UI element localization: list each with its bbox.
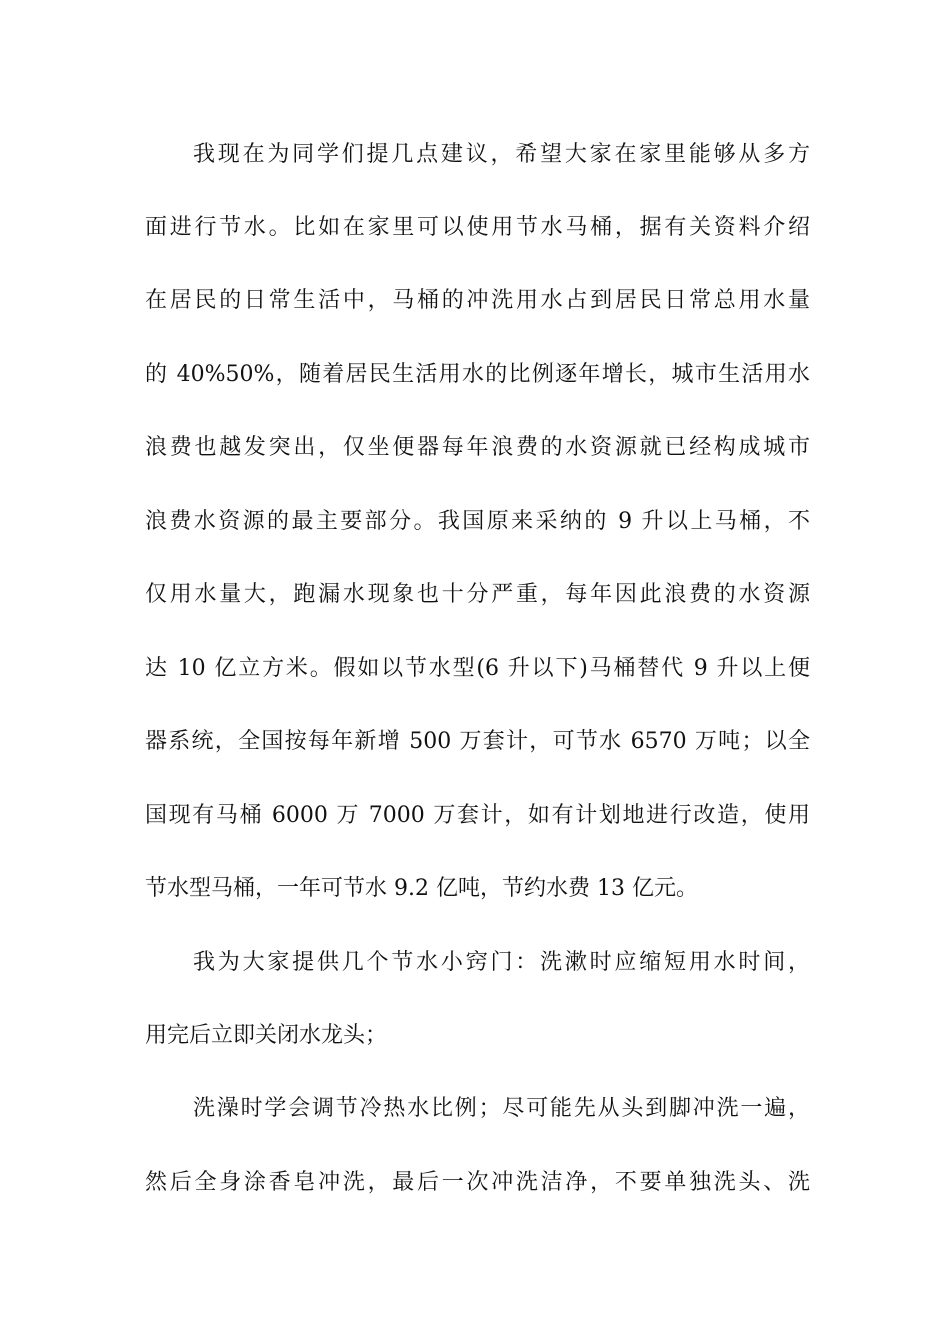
paragraph-3-line-1: 洗澡时学会调节冷热水比例；尽可能先从头到脚冲洗一遍， xyxy=(193,1096,810,1121)
paragraph-1-line-5: 浪费也越发突出，仅坐便器每年浪费的水资源就已经构成城市 xyxy=(145,435,810,460)
paragraph-1-line-1: 我现在为同学们提几点建议，希望大家在家里能够从多方 xyxy=(193,142,810,167)
paragraph-1-line-9: 器系统，全国按每年新增 500 万套计，可节水 6570 万吨；以全 xyxy=(145,729,810,754)
paragraph-1-line-11: 节水型马桶，一年可节水 9.2 亿吨，节约水费 13 亿元。 xyxy=(145,876,698,901)
paragraph-1-line-3: 在居民的日常生活中，马桶的冲洗用水占到居民日常总用水量 xyxy=(145,288,810,313)
paragraph-2-line-1: 我为大家提供几个节水小窍门：洗漱时应缩短用水时间， xyxy=(193,950,810,975)
paragraph-1-line-10: 国现有马桶 6000 万 7000 万套计，如有计划地进行改造，使用 xyxy=(145,803,810,828)
paragraph-1-line-7: 仅用水量大，跑漏水现象也十分严重，每年因此浪费的水资源 xyxy=(145,582,810,607)
paragraph-3-line-2: 然后全身涂香皂冲洗，最后一次冲洗洁净，不要单独洗头、洗 xyxy=(145,1170,810,1195)
paragraph-1-line-8: 达 10 亿立方米。假如以节水型(6 升以下)马桶替代 9 升以上便 xyxy=(145,656,810,681)
paragraph-2-line-2: 用完后立即关闭水龙头； xyxy=(145,1023,388,1048)
paragraph-1-line-6: 浪费水资源的最主要部分。我国原来采纳的 9 升以上马桶，不 xyxy=(145,509,810,534)
paragraph-1-line-4: 的 40%50%，随着居民生活用水的比例逐年增长，城市生活用水 xyxy=(145,362,810,387)
paragraph-1-line-2: 面进行节水。比如在家里可以使用节水马桶，据有关资料介绍 xyxy=(145,215,810,240)
